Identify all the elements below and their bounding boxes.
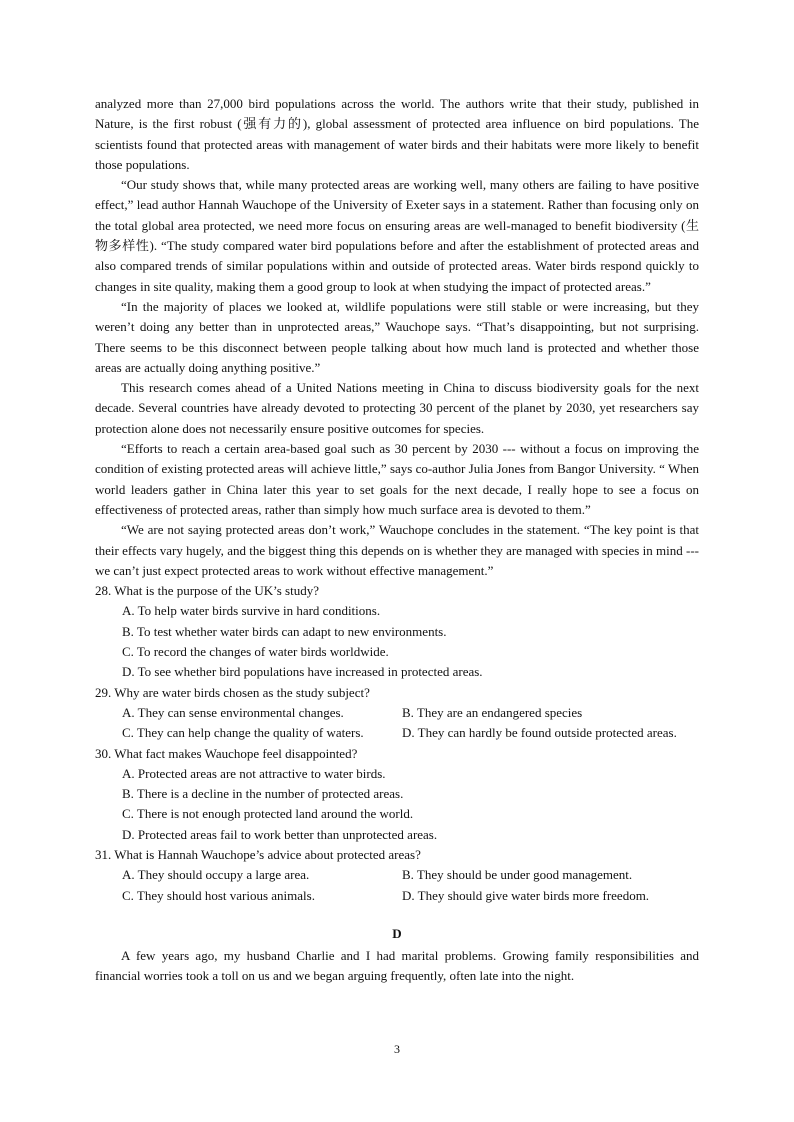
option-b: B. They are an endangered species [402, 704, 583, 720]
question-stem: 30. What fact makes Wauchope feel disappointed? [95, 745, 358, 761]
question-30 [95, 744, 699, 845]
question-stem: 28. What is the purpose of the UK’s study? [95, 583, 319, 599]
passage-paragraph: This research comes ahead of a United Nations meeting in China to discuss biodiversity goals for the next decade. Several countries have already devoted to protecting 30 percent of the planet by 2030, yet researchers say protection alone does not necessarily ensure positive outcomes for species. [95, 380, 699, 436]
question-stem: 31. What is Hannah Wauchope’s advice about protected areas? [95, 846, 421, 862]
option-d: D. To see whether bird populations have increased in protected areas. [122, 664, 483, 680]
question-stem: 29. Why are water birds chosen as the study subject? [95, 684, 370, 700]
option-a: A. They can sense environmental changes. [122, 704, 344, 720]
question-29 [95, 683, 699, 744]
option-b: B. There is a decline in the number of protected areas. [122, 786, 404, 802]
question-31 [95, 845, 699, 906]
option-c: C. To record the changes of water birds worldwide. [122, 644, 389, 660]
option-row [95, 865, 699, 885]
page-number: 3 [394, 1042, 400, 1056]
option-row [95, 886, 699, 906]
option-row [95, 723, 699, 743]
passage-paragraph: “In the majority of places we looked at, wildlife populations were still stable or were increasing, but they weren’t doing any better than in unprotected areas,” Wauchope says. “That’s disappointing, but not surprising. There seems to be this disconnect between people talking about how much land is protected and whether those areas are actually doing anything positive.” [95, 298, 699, 375]
question-28 [95, 581, 699, 682]
option-a: A. To help water birds survive in hard conditions. [122, 603, 381, 619]
option-d: D. Protected areas fail to work better than unprotected areas. [122, 826, 438, 842]
option-d: D. They should give water birds more freedom. [402, 887, 650, 903]
document-page [95, 94, 699, 987]
option-c: C. They should host various animals. [122, 887, 315, 903]
option-c: C. They can help change the quality of waters. [122, 725, 364, 741]
passage-paragraph: “Efforts to reach a certain area-based goal such as 30 percent by 2030 --- without a focus on improving the condition of existing protected areas will achieve little,” says co-author Julia Jones from Bangor University. “ When world leaders gather in China later this year to set goals for the next decade, I really hope to see a focus on effectiveness of protected areas, rather than simply how much surface area is devoted to them.” [95, 441, 699, 517]
option-a: A. Protected areas are not attractive to water birds. [122, 765, 386, 781]
option-c: C. There is not enough protected land around the world. [122, 806, 414, 822]
passage-paragraph: “Our study shows that, while many protected areas are working well, many others are failing to have positive effect,” lead author Hannah Wauchope of the University of Exeter says in a statement. Rather than focusing only on the total global area protected, we need more focus on ensuring areas are well-managed to benefit biodiversity (生物多样性). “The study compared water bird populations before and after the establishment of protected areas and also compared trends of similar populations within and outside of protected areas. Water birds respond quickly to changes in site quality, making them a good group to look at when studying the impact of protected areas.” [95, 177, 699, 294]
option-d: D. They can hardly be found outside protected areas. [402, 725, 677, 741]
passage-paragraph: “We are not saying protected areas don’t work,” Wauchope concludes in the statement. “The key point is that their effects vary hugely, and the biggest thing this depends on is whether they are managed with species in mind --- we can’t just expect protected areas to work without effective management.” [95, 522, 699, 578]
option-row [95, 703, 699, 723]
passage [95, 94, 699, 581]
option-a: A. They should occupy a large area. [122, 867, 310, 883]
section-d-paragraph: A few years ago, my husband Charlie and I had marital problems. Growing family responsibilities and financial worries took a toll on us and we began arguing frequently, often late into the night. [95, 948, 699, 984]
passage-paragraph: analyzed more than 27,000 bird populations across the world. The authors write that their study, published in Nature, is the first robust (强有力的), global assessment of protected area influence on bird populations. The scientists found that protected areas with management of water birds and their habitats were more likely to benefit those populations. [95, 96, 699, 172]
option-b: B. To test whether water birds can adapt to new environments. [122, 623, 447, 639]
option-b: B. They should be under good management. [402, 867, 633, 883]
section-heading: D [392, 925, 402, 941]
